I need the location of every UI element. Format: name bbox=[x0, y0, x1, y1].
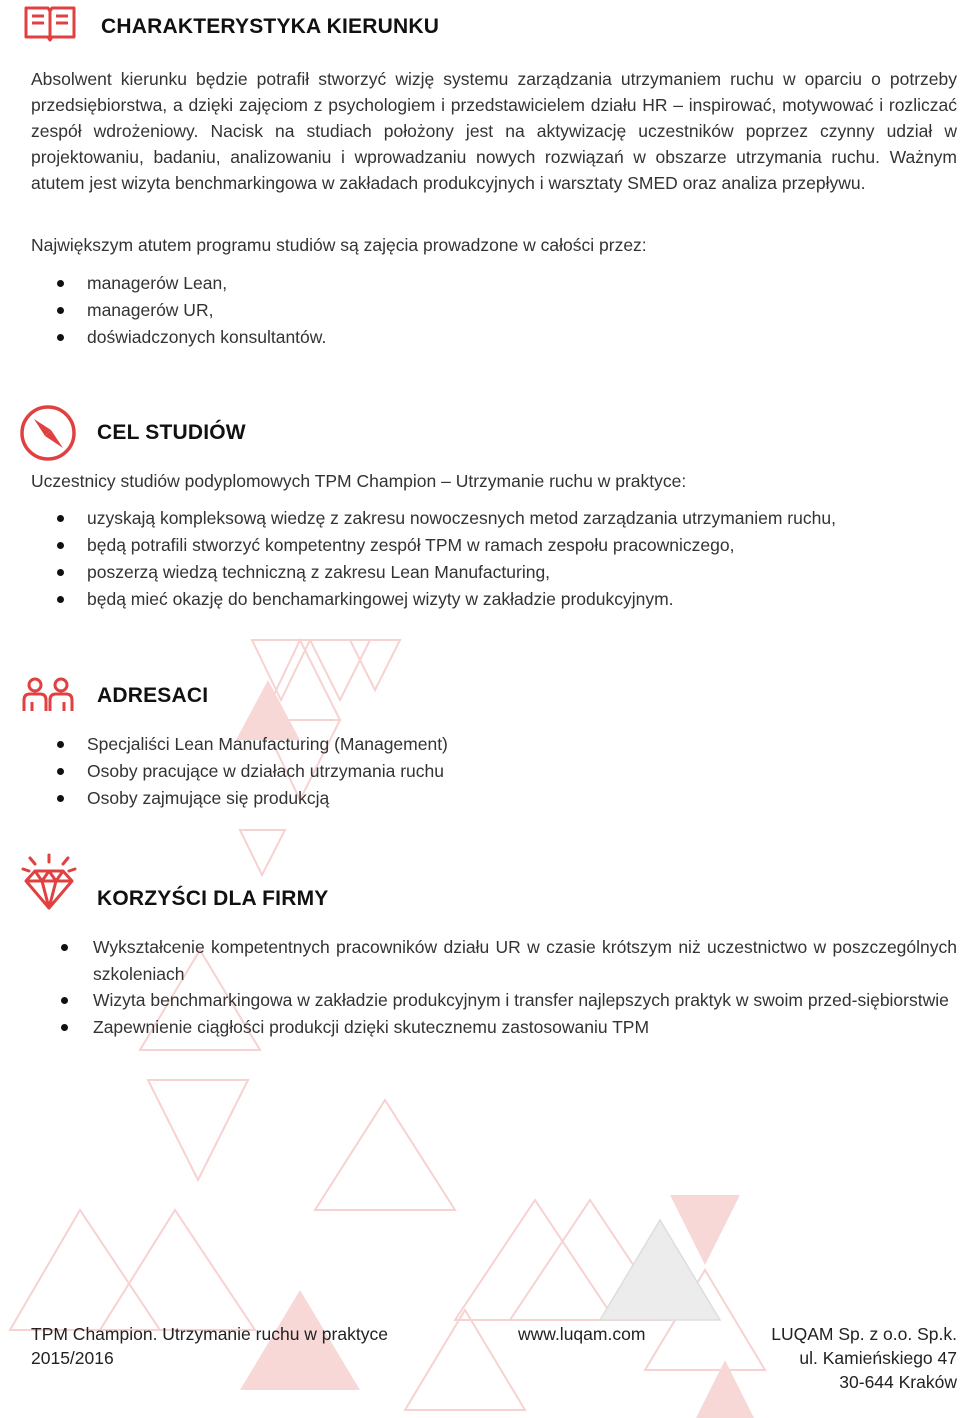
list-item: będą potrafili stworzyć kompetentny zespół TPM w ramach zespołu pracowniczego, bbox=[31, 532, 836, 559]
list-item: managerów UR, bbox=[31, 297, 326, 324]
company-name: LUQAM Sp. z o.o. Sp.k. bbox=[771, 1324, 957, 1344]
compass-icon bbox=[19, 404, 77, 462]
list-item: managerów Lean, bbox=[31, 270, 326, 297]
description-text: Absolwent kierunku będzie potrafił stworzyć wizję systemu zarządzania utrzymaniem ruchu w oparciu o potrzeby przedsiębiorstwa, a dzięki zajęciom z psychologiem i przedstawicielem działu HR – inspirować, motywować i rozliczać zespół wdrożeniowy. Nacisk na studiach położony jest na aktywizację uczestników poprzez czynny udział w projektowaniu, badaniu, analizowaniu i wprowadzaniu nowych rozwiązań w obszarze utrzymania ruchu. Ważnym atutem jest wizyta benchmarkingowa w zakładach produkcyjnych i warsztaty SMED oraz analiza przepływu. bbox=[31, 69, 957, 193]
list-item: uzyskają kompleksową wiedzę z zakresu nowoczesnych metod zarządzania utrzymaniem ruchu, bbox=[31, 505, 836, 532]
company-street: ul. Kamieńskiego 47 bbox=[799, 1348, 957, 1368]
section-title-charakterystyka: CHARAKTERYSTYKA KIERUNKU bbox=[101, 15, 440, 38]
goal-intro-text: Uczestnicy studiów podyplomowych TPM Champion – Utrzymanie ruchu w praktyce: bbox=[31, 471, 687, 491]
list-item: Osoby zajmujące się produkcją bbox=[31, 785, 448, 812]
footer-course bbox=[31, 1322, 388, 1370]
section-title-adresaci: ADRESACI bbox=[97, 684, 209, 707]
goal-intro bbox=[31, 468, 957, 494]
goal-list bbox=[31, 505, 836, 613]
list-item: Wykształcenie kompetentnych pracowników działu UR w czasie krótszym niż uczestnictwo w poszczególnych szkoleniach bbox=[31, 934, 957, 987]
footer-address bbox=[771, 1322, 957, 1394]
list-item: Specjaliści Lean Manufacturing (Management) bbox=[31, 731, 448, 758]
description-paragraph bbox=[31, 66, 957, 196]
footer-website bbox=[518, 1322, 645, 1346]
diamond-icon bbox=[20, 853, 78, 911]
list-item: poszerzą wiedzą techniczną z zakresu Lean Manufacturing, bbox=[31, 559, 836, 586]
trainers-list bbox=[31, 270, 326, 351]
footer-course-title: TPM Champion. Utrzymanie ruchu w praktyce bbox=[31, 1324, 388, 1344]
company-city: 30-644 Kraków bbox=[839, 1372, 957, 1392]
audience-list bbox=[31, 731, 448, 812]
list-item: Zapewnienie ciągłości produkcji dzięki skutecznemu zastosowaniu TPM bbox=[31, 1014, 957, 1041]
list-item: będą mieć okazję do benchamarkingowej wizyty w zakładzie produkcyjnym. bbox=[31, 586, 836, 613]
section-title-korzysci: KORZYŚCI DLA FIRMY bbox=[97, 887, 329, 910]
people-icon bbox=[20, 676, 76, 714]
section-title-cel: CEL STUDIÓW bbox=[97, 421, 246, 444]
trainers-intro-text: Największym atutem programu studiów są zajęcia prowadzone w całości przez: bbox=[31, 235, 647, 255]
website-link[interactable]: www.luqam.com bbox=[518, 1324, 646, 1344]
open-book-icon bbox=[22, 4, 78, 42]
list-item: doświadczonych konsultantów. bbox=[31, 324, 326, 351]
list-item: Osoby pracujące w działach utrzymania ruchu bbox=[31, 758, 448, 785]
benefits-list bbox=[31, 934, 957, 1040]
trainers-intro bbox=[31, 232, 957, 258]
list-item: Wizyta benchmarkingowa w zakładzie produkcyjnym i transfer najlepszych praktyk w swoim przed-siębiorstwie bbox=[31, 987, 957, 1014]
footer-year: 2015/2016 bbox=[31, 1348, 114, 1368]
